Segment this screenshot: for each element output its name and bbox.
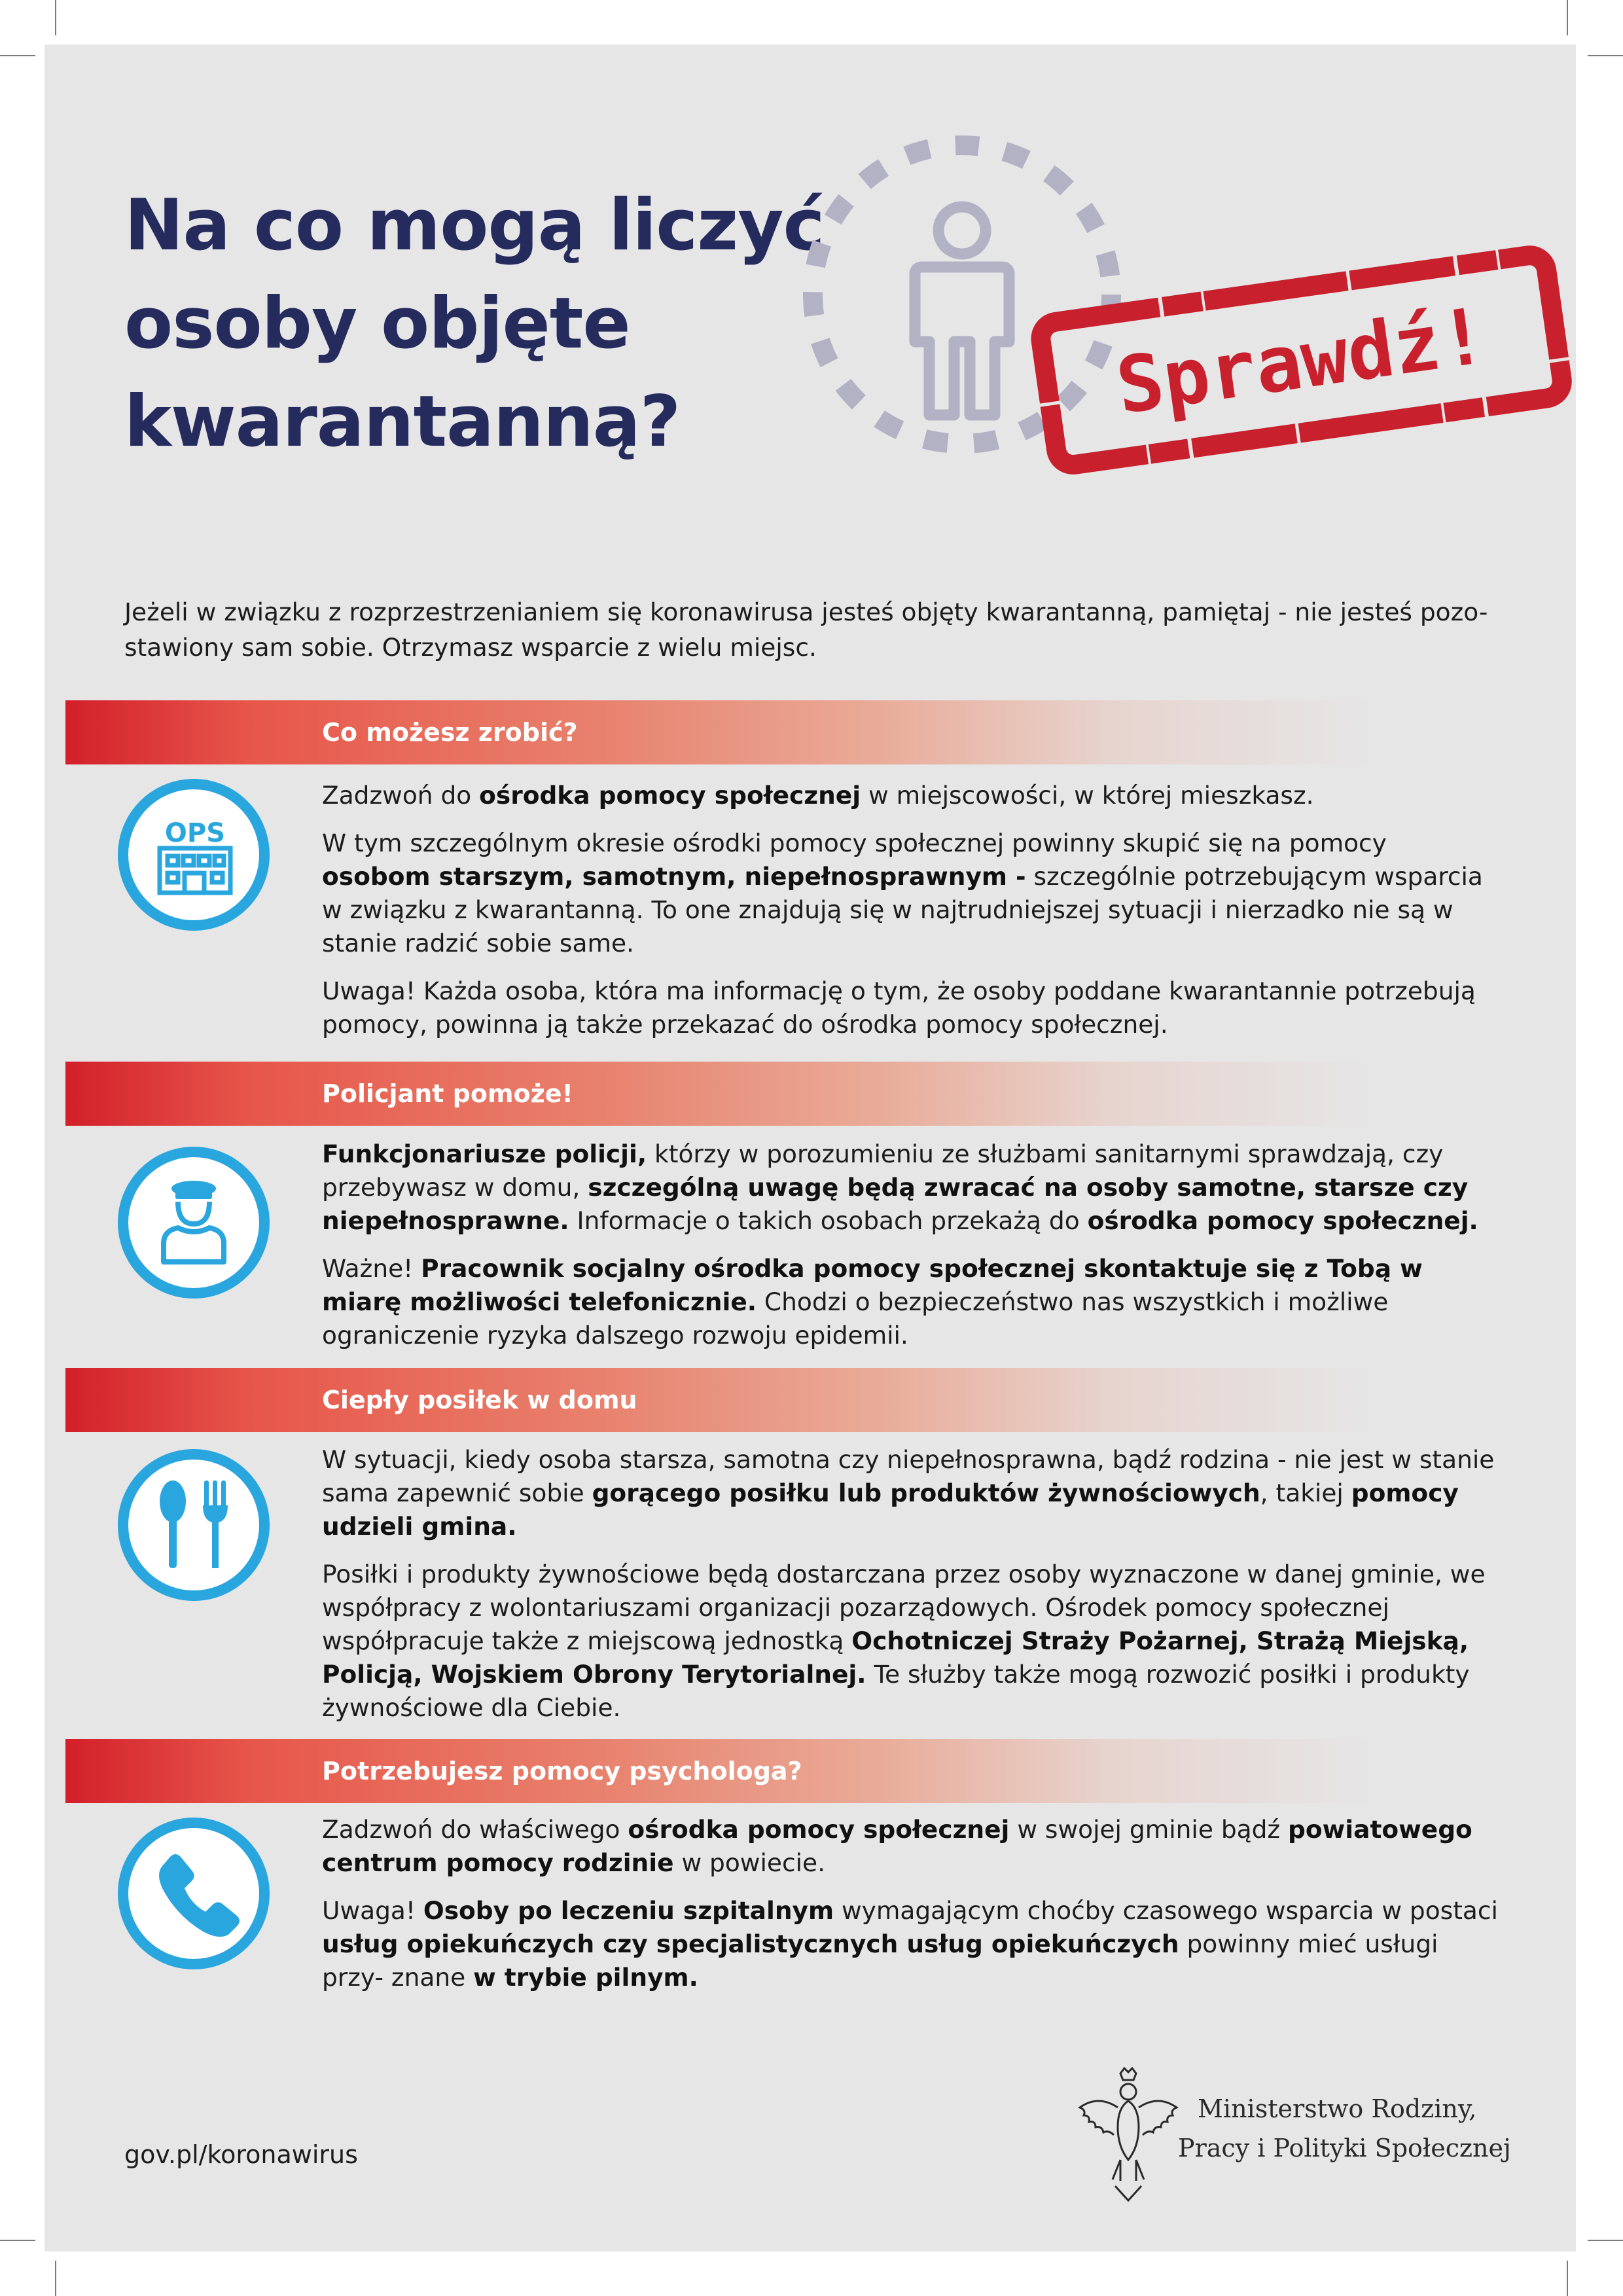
- crop-mark: [1588, 55, 1623, 56]
- ministry-line: Pracy i Polityki Społecznej: [1178, 2134, 1511, 2162]
- title-line: kwarantanną?: [124, 381, 681, 463]
- section-header-band: [65, 1368, 1374, 1432]
- section-paragraph: [322, 1252, 1500, 1352]
- section-body: [322, 1813, 1500, 2009]
- bold-text: osobom starszym, samotnym, niepełnosprawnym -: [322, 862, 1026, 891]
- footer-url: gov.pl/koronawirus: [124, 2140, 358, 2169]
- section-header-band: [65, 700, 1374, 764]
- sprawdz-stamp: [1021, 236, 1584, 497]
- police-officer-icon: [116, 1145, 271, 1300]
- page-title: [124, 177, 825, 471]
- text: W tym szczególnym okresie ośrodki pomocy społecznej powinny skupić się na pomocy: [322, 829, 1387, 857]
- crop-mark: [0, 2240, 35, 2241]
- title-line: osoby objęte: [124, 283, 630, 365]
- text: w swojej gminie bądź: [1009, 1815, 1289, 1844]
- text: Uwaga! Każda osoba, która ma informację o tym, że osoby poddane kwarantannie potrzebują pomocy, powinna ją także przekazać do ośrodka pomocy społecznej.: [322, 977, 1476, 1039]
- bold-text: ośrodka pomocy społecznej.: [1087, 1206, 1478, 1235]
- bold-text: w trybie pilnym.: [473, 1963, 698, 1992]
- section-paragraph: [322, 1558, 1500, 1725]
- text: Te służby także mogą rozwozić posiłki i produkty żywnościowe dla Ciebie.: [322, 1660, 1470, 1722]
- section-paragraph: [322, 975, 1500, 1041]
- section-paragraph: [322, 1138, 1500, 1238]
- crop-mark: [55, 2261, 56, 2296]
- bold-text: Pracownik socjalny ośrodka pomocy społecznej skontaktuje się z Tobą w miarę możliwości telefonicznie.: [322, 1254, 1423, 1316]
- crop-mark: [1567, 0, 1568, 35]
- section-paragraph: [322, 827, 1500, 960]
- text: Zadzwoń do: [322, 781, 480, 810]
- section-paragraph: [322, 779, 1500, 812]
- ministry-line: Ministerstwo Rodziny,: [1198, 2094, 1477, 2123]
- crop-mark: [55, 0, 56, 35]
- stamp-text: Sprawdź!: [1111, 290, 1492, 431]
- crop-mark: [1567, 2261, 1568, 2296]
- bold-text: Ochotniczej Straży Pożarnej, Strażą Miejską, Policją, Wojskiem Obrony Terytorialnej.: [322, 1626, 1469, 1689]
- bold-text: ośrodka pomocy społecznej: [479, 781, 861, 810]
- bold-text: ośrodka pomocy społecznej: [628, 1815, 1010, 1844]
- bold-text: pomocy udzieli gmina.: [322, 1479, 1459, 1541]
- section-heading: Ciepły posiłek w domu: [322, 1386, 637, 1414]
- text: Zadzwoń do właściwego: [322, 1815, 628, 1844]
- crop-mark: [0, 55, 35, 56]
- bold-text: powiatowego centrum pomocy rodzinie: [322, 1815, 1472, 1877]
- section-header-band: [65, 1739, 1374, 1803]
- ops-label: OPS: [164, 818, 226, 848]
- bold-text: Funkcjonariusze policji,: [322, 1139, 647, 1168]
- bold-text: Osoby po leczeniu szpitalnym: [423, 1896, 834, 1925]
- section-paragraph: [322, 1894, 1500, 1994]
- section-heading: Policjant pomoże!: [322, 1079, 573, 1108]
- section-paragraph: [322, 1813, 1500, 1880]
- section-header-band: [65, 1062, 1374, 1126]
- title-line: Na co mogą liczyć: [124, 185, 825, 266]
- crop-mark: [1588, 2240, 1623, 2241]
- bold-text: szczególną uwagę będą zwracać na osoby samotne, starsze czy niepełnosprawne.: [322, 1173, 1469, 1235]
- text: w powiecie.: [673, 1848, 825, 1877]
- eagle-emblem-icon: [1069, 2062, 1187, 2206]
- text: Chodzi o bezpieczeństwo nas wszystkich i możliwe ograniczenie ryzyka dalszego rozwoju epidemii.: [322, 1287, 1389, 1350]
- text: w miejscowości, w której mieszkasz.: [861, 781, 1314, 810]
- text: W sytuacji, kiedy osoba starsza, samotna czy niepełnosprawna, bądź rodzina - nie jest w stanie sama zapewnić sobie: [322, 1445, 1495, 1507]
- section-body: [322, 1443, 1500, 1739]
- section-body: [322, 1138, 1500, 1367]
- text: powinny mieć usługi przy- znane: [322, 1929, 1438, 1992]
- section-paragraph: [322, 1443, 1500, 1543]
- intro-text: Jeżeli w związku z rozprzestrzenianiem się koronawirusa jesteś objęty kwarantanną, pamiętaj - nie jesteś pozo- stawiony sam sobie. Otrzymasz wsparcie z wielu miejsc.: [124, 598, 1488, 662]
- section-body: [322, 779, 1500, 1056]
- text: którzy w porozumieniu ze służbami sanitarnymi sprawdzają, czy przebywasz w domu,: [322, 1139, 1444, 1202]
- text: wymagającym choćby czasowego wsparcia w postaci: [834, 1896, 1498, 1925]
- text: Informacje o takich osobach przekażą do: [569, 1206, 1088, 1235]
- spoon-fork-icon: [116, 1448, 271, 1602]
- ministry-name: [1178, 2089, 1511, 2168]
- text: szczególnie potrzebującym wsparcia w związku z kwarantanną. To one znajdują się w najtrudniejszej sytuacji i nierzadko nie są w stanie radzić sobie same.: [322, 862, 1483, 958]
- section-heading: Co możesz zrobić?: [322, 718, 578, 747]
- bold-text: usług opiekuńczych czy specjalistycznych usług opiekuńczych: [322, 1929, 1179, 1958]
- section-heading: Potrzebujesz pomocy psychologa?: [322, 1757, 802, 1785]
- text: , takiej: [1260, 1479, 1351, 1507]
- bold-text: gorącego posiłku lub produktów żywnościowych: [592, 1479, 1260, 1507]
- text: Ważne!: [322, 1254, 421, 1283]
- text: Uwaga!: [322, 1896, 423, 1925]
- phone-icon: [116, 1816, 271, 1971]
- text: Posiłki i produkty żywnościowe będą dostarczana przez osoby wyznaczone w danej gminie, we współpracy z wolontariuszami organizacji pozarządowych. Ośrodek pomocy społecznej współpracuje także z miejscową jednostką: [322, 1560, 1486, 1655]
- ops-building-icon: [116, 778, 271, 932]
